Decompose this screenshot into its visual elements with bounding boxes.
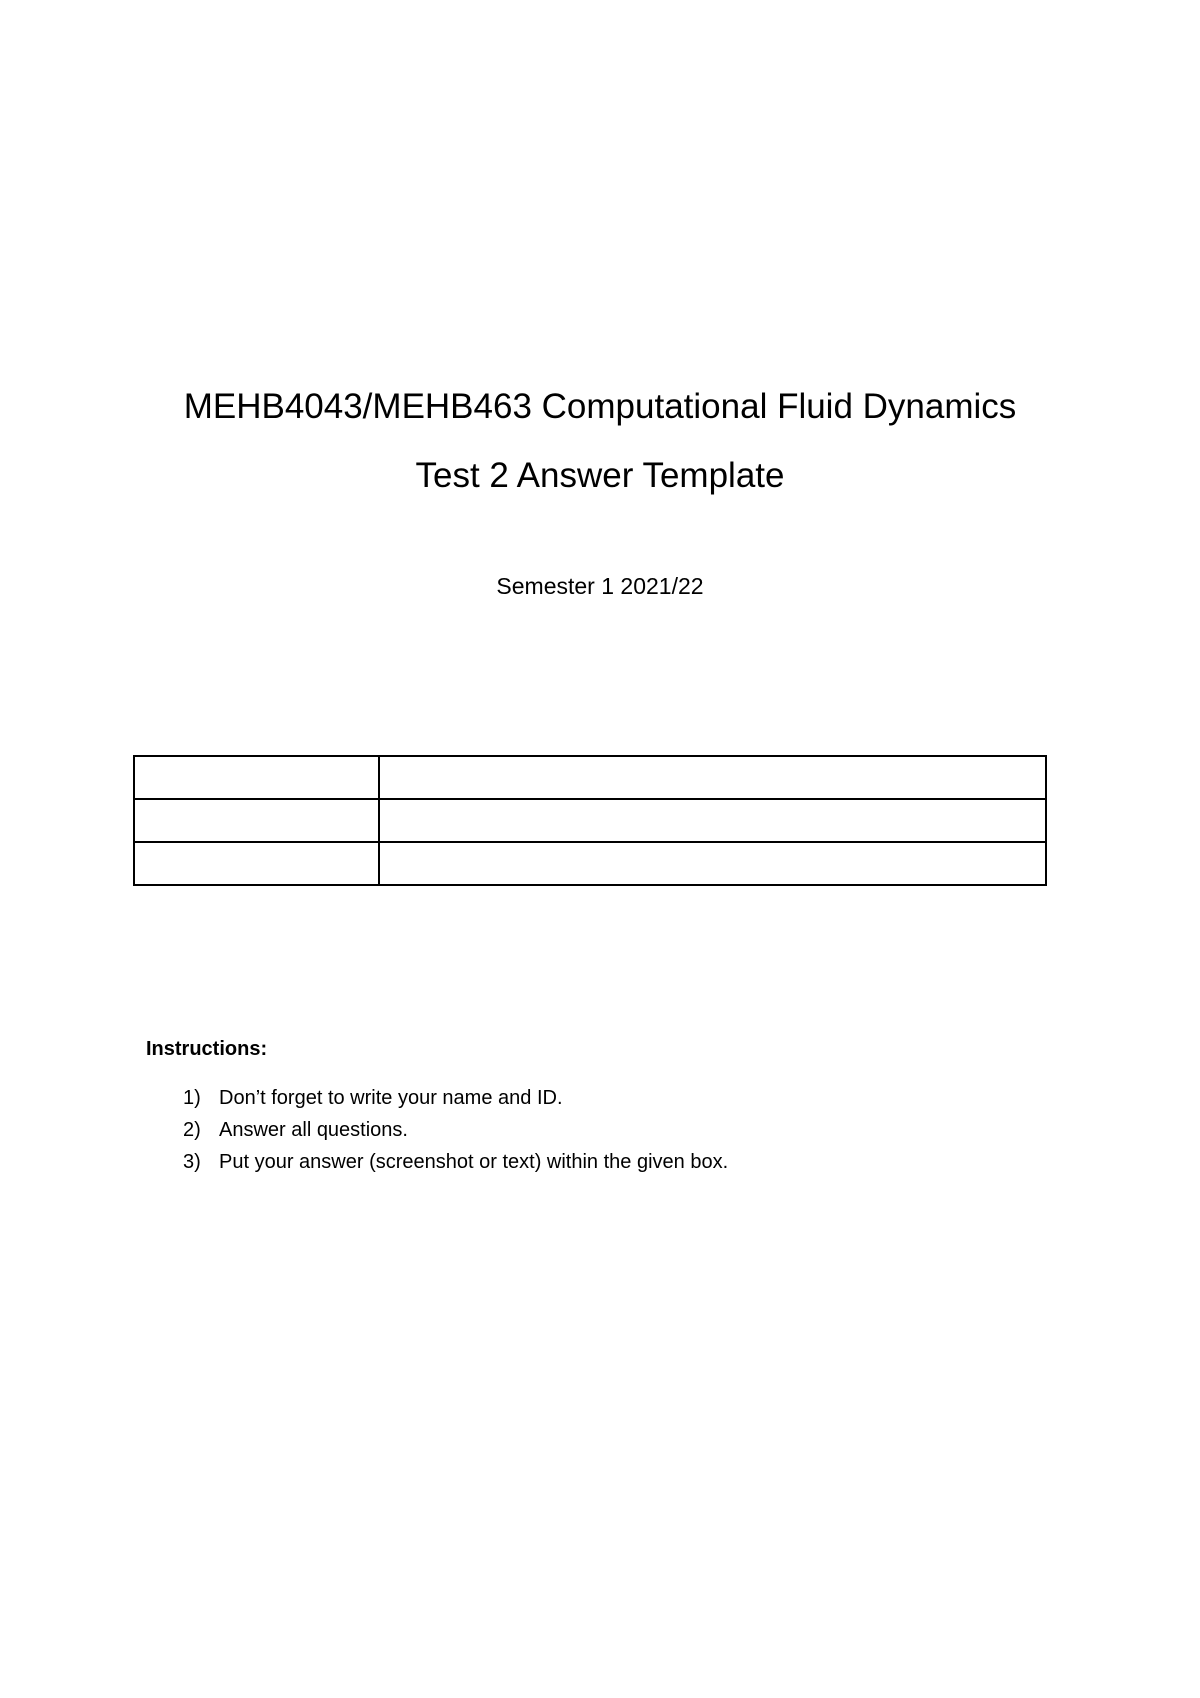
course-title: MEHB4043/MEHB463 Computational Fluid Dynamics <box>183 387 1017 426</box>
list-item <box>183 1082 728 1114</box>
list-item-text: Put your answer (screenshot or text) within the given box. <box>219 1151 729 1173</box>
list-item-text: Don’t forget to write your name and ID. <box>219 1087 563 1109</box>
student-info-table <box>133 755 1047 886</box>
table-value-cell[interactable] <box>379 799 1046 842</box>
table-row <box>134 756 1046 799</box>
table-label-cell[interactable] <box>134 756 379 799</box>
semester-label: Semester 1 2021/22 <box>496 573 704 599</box>
table-value-cell[interactable] <box>379 756 1046 799</box>
list-item-number: 1) <box>183 1087 201 1109</box>
list-item-number: 2) <box>183 1119 201 1141</box>
list-item <box>183 1146 728 1178</box>
table-value-cell[interactable] <box>379 842 1046 885</box>
list-item <box>183 1114 728 1146</box>
list-item-number: 3) <box>183 1151 201 1173</box>
list-item-text: Answer all questions. <box>219 1119 408 1141</box>
table-row <box>134 799 1046 842</box>
table-label-cell[interactable] <box>134 799 379 842</box>
table-label-cell[interactable] <box>134 842 379 885</box>
test-title: Test 2 Answer Template <box>415 456 785 495</box>
instruction-list <box>183 1082 728 1178</box>
table-row <box>134 842 1046 885</box>
instructions-heading: Instructions: <box>146 1038 268 1060</box>
